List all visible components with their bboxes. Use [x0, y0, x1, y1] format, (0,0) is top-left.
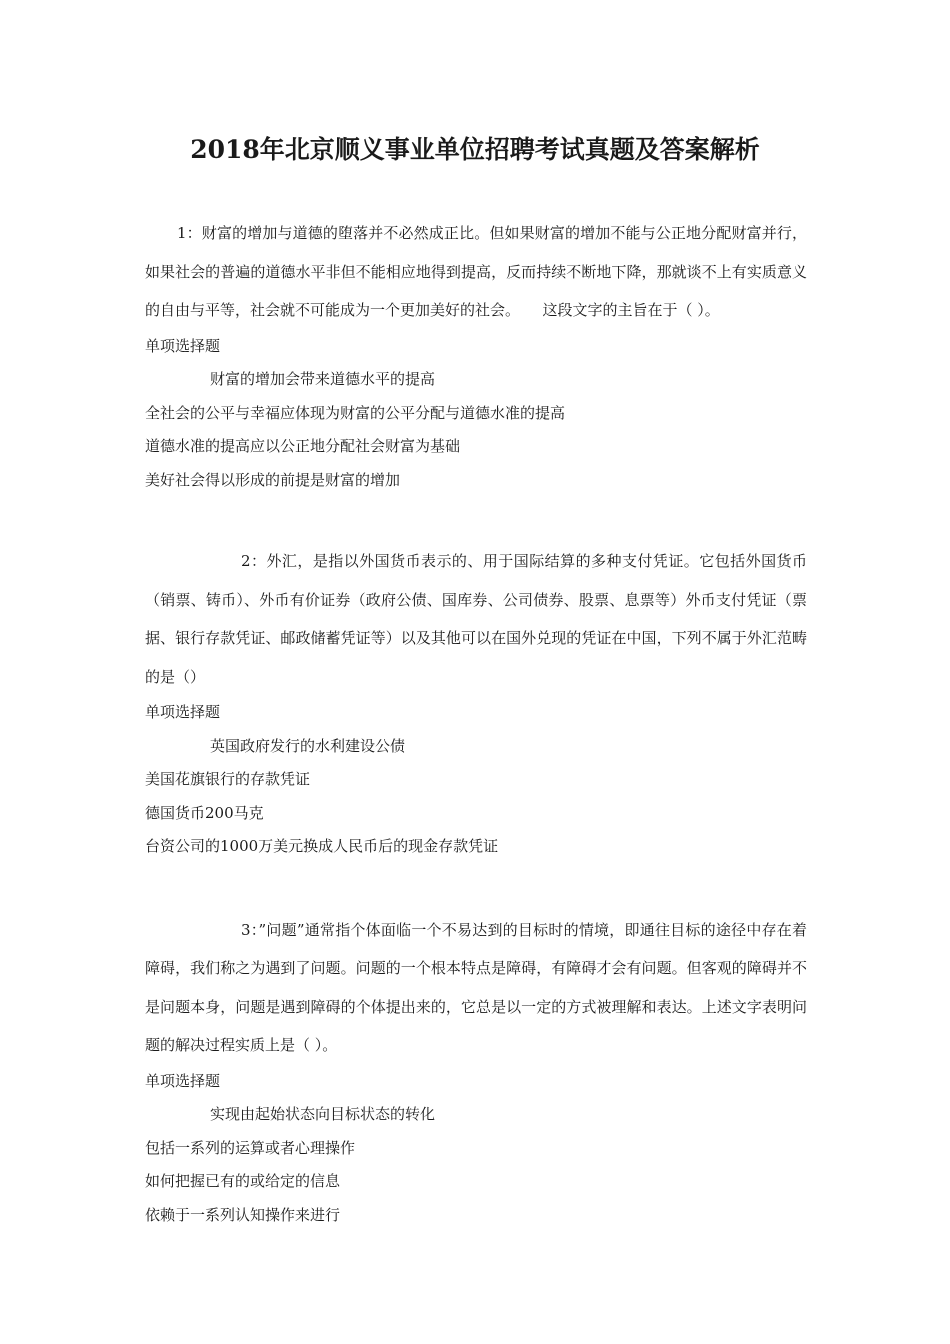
question-type: 单项选择题 [145, 336, 221, 355]
question-3 [145, 911, 807, 1233]
document-title: 2018年北京顺义事业单位招聘考试真题及答案解析 [190, 135, 760, 164]
question-stem: 1：财富的增加与道德的堕落并不必然成正比。但如果财富的增加不能与公正地分配财富并行，如果社会的普遍的道德水平非但不能相应地得到提高，反而持续不断地下降，那就谈不上有实质意义的自由与平等，社会就不可能成为一个更加美好的社会。 这段文字的主旨在于（ ）。 [145, 224, 807, 319]
option-b: 美国花旗银行的存款凭证 [145, 770, 311, 788]
option-b: 包括一系列的运算或者心理操作 [145, 1138, 356, 1157]
spacer [145, 497, 807, 542]
question-stem: 3：”问题”通常指个体面临一个不易达到的目标时的情境，即通往目标的途径中存在着障碍，我们称之为遇到了问题。问题的一个根本特点是障碍，有障碍才会有问题。但客观的障碍并不是问题本身，问题是遇到障碍的个体提出来的，它总是以一定的方式被理解和表达。上述文字表明问题的解决过程实质上是（ ）。 [145, 920, 807, 1054]
question-2 [145, 542, 807, 864]
question-type: 单项选择题 [145, 703, 221, 721]
option-a: 财富的增加会带来道德水平的提高 [210, 370, 436, 388]
question-type: 单项选择题 [145, 1071, 221, 1090]
question-stem: 2：外汇，是指以外国货币表示的、用于国际结算的多种支付凭证。它包括外国货币（销票、铸币）、外币有价证券（政府公债、国库券、公司债券、股票、息票等）外币支付凭证（票据、银行存款凭证、邮政储蓄凭证等）以及其他可以在国外兑现的凭证在中国，下列不属于外汇范畴的是（） [145, 552, 807, 686]
option-a: 英国政府发行的水利建设公债 [210, 736, 406, 755]
document-body [145, 214, 807, 1232]
option-c: 德国货币200马克 [145, 803, 264, 822]
option-d: 依赖于一系列认知操作来进行 [145, 1205, 341, 1224]
option-b: 全社会的公平与幸福应体现为财富的公平分配与道德水准的提高 [145, 403, 566, 422]
question-1 [145, 214, 807, 497]
option-a: 实现由起始状态向目标状态的转化 [210, 1105, 436, 1123]
option-d: 台资公司的1000万美元换成人民币后的现金存款凭证 [145, 837, 499, 855]
option-d: 美好社会得以形成的前提是财富的增加 [145, 470, 401, 489]
option-c: 如何把握已有的或给定的信息 [145, 1172, 341, 1190]
spacer [145, 864, 807, 911]
option-c: 道德水准的提高应以公正地分配社会财富为基础 [145, 437, 461, 455]
